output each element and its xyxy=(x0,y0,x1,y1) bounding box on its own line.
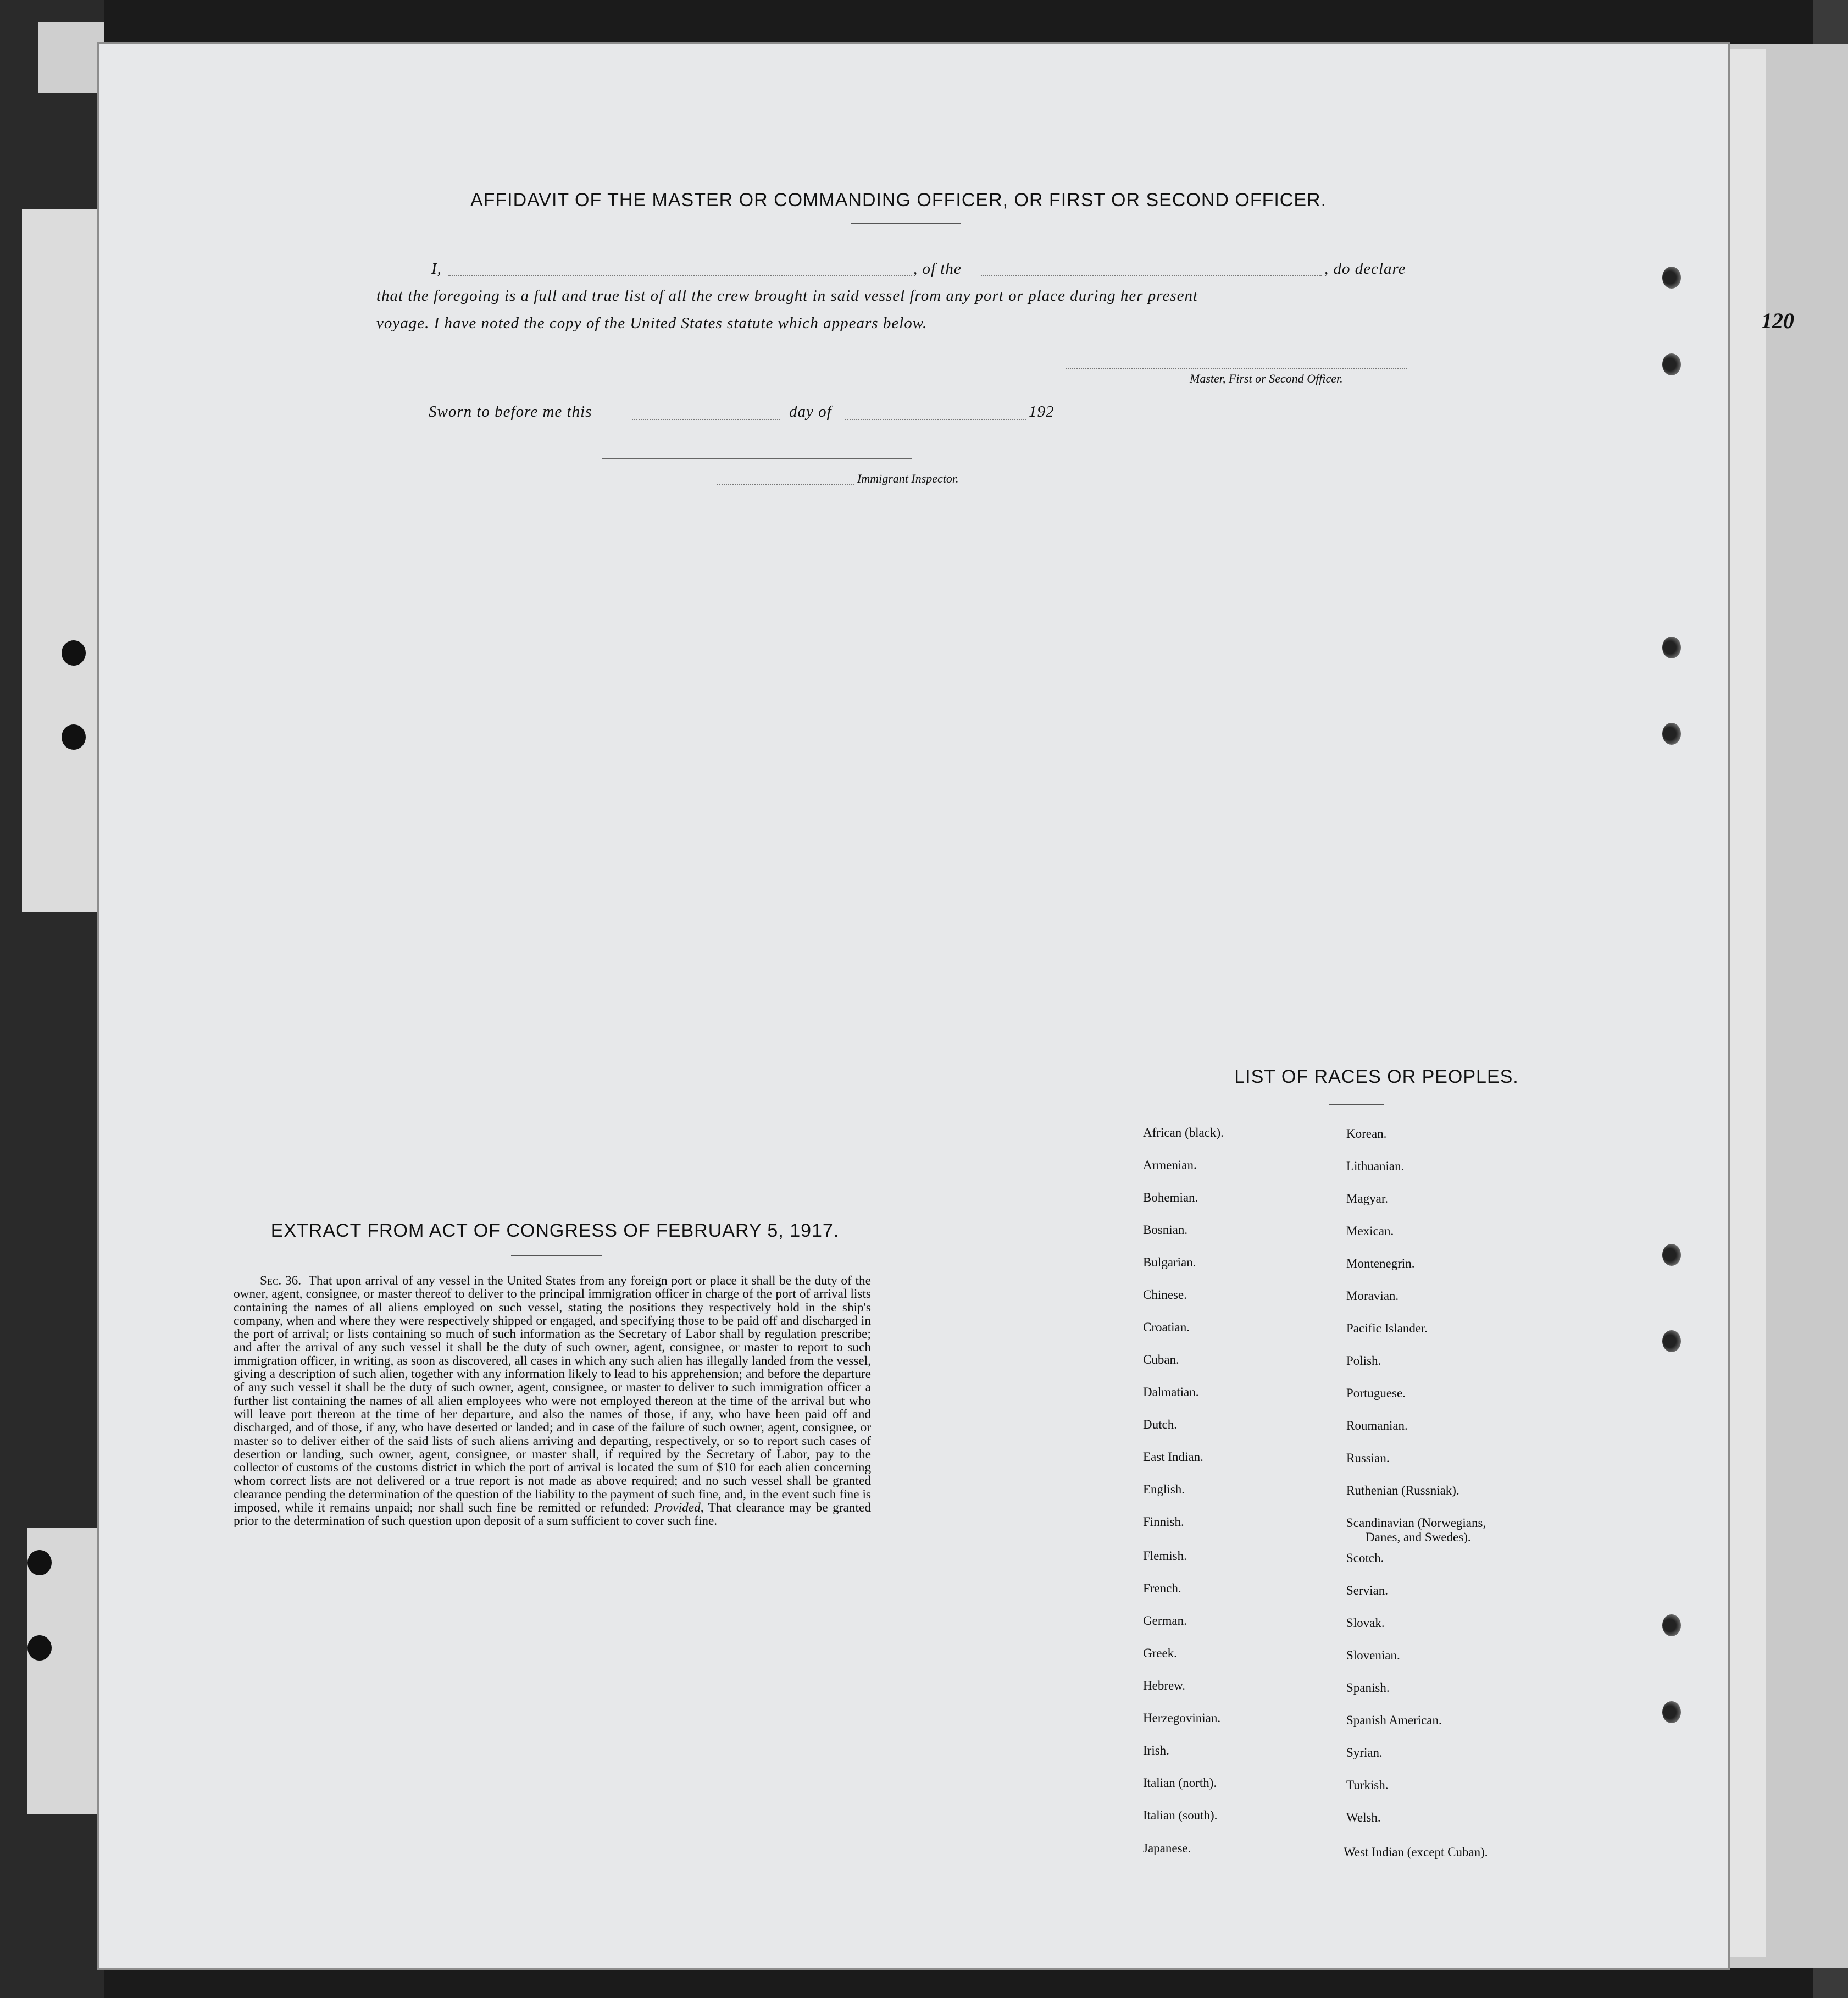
race-left-18: Herzegovinian. xyxy=(1143,1711,1221,1725)
race-left-14: French. xyxy=(1143,1581,1181,1595)
inspector-dotted-line xyxy=(717,484,854,485)
race-right-17: Spanish. xyxy=(1346,1681,1390,1695)
affidavit-i: I, xyxy=(431,260,442,278)
race-left-6: Croatian. xyxy=(1143,1320,1190,1334)
affidavit-line-3: voyage. I have noted the copy of the United States statute which appears below. xyxy=(376,314,928,332)
race-right-15: Slovak. xyxy=(1346,1616,1385,1630)
left-edge-paper xyxy=(22,209,106,912)
title-underline xyxy=(851,223,961,224)
race-left-15: German. xyxy=(1143,1614,1187,1628)
race-right-8: Portuguese. xyxy=(1346,1386,1406,1400)
punch-hole-icon xyxy=(1662,267,1681,289)
day-blank-line xyxy=(632,419,780,420)
races-title-underline xyxy=(1329,1104,1384,1105)
race-right-4: Montenegrin. xyxy=(1346,1257,1415,1270)
race-right-16: Slovenian. xyxy=(1346,1648,1400,1662)
extract-title: EXTRACT FROM ACT OF CONGRESS OF FEBRUARY 5, 1917. xyxy=(270,1220,840,1241)
race-right-20: Turkish. xyxy=(1346,1778,1389,1792)
punch-hole-icon xyxy=(1662,1330,1681,1352)
section-label: Sec. 36. xyxy=(260,1274,302,1288)
binder-hole-icon xyxy=(62,640,86,666)
sworn-text: Sworn to before me this xyxy=(429,403,592,420)
race-left-17: Hebrew. xyxy=(1143,1679,1186,1692)
inspector-caption: Immigrant Inspector. xyxy=(857,472,959,485)
race-right-3: Mexican. xyxy=(1346,1224,1394,1238)
race-left-12: Finnish. xyxy=(1143,1515,1184,1529)
affidavit-title: AFFIDAVIT OF THE MASTER OR COMMANDING OFFICER, OR FIRST OR SECOND OFFICER. xyxy=(470,190,1327,211)
race-right-0: Korean. xyxy=(1346,1127,1387,1141)
race-right-19: Syrian. xyxy=(1346,1746,1383,1759)
punch-hole-icon xyxy=(1662,353,1681,375)
race-left-4: Bulgarian. xyxy=(1143,1255,1196,1269)
affidavit-line-2: that the foregoing is a full and true list of all the crew brought in said vessel from any port or place during her present xyxy=(376,287,1198,305)
race-right-12-cont: Danes, and Swedes). xyxy=(1366,1530,1471,1544)
race-left-0: African (black). xyxy=(1143,1126,1224,1139)
inspector-signature-line xyxy=(602,458,912,459)
year-text: 192 xyxy=(1029,403,1055,420)
race-right-9: Roumanian. xyxy=(1346,1419,1408,1432)
race-left-9: Dutch. xyxy=(1143,1418,1177,1431)
race-left-3: Bosnian. xyxy=(1143,1223,1188,1237)
races-title: LIST OF RACES OR PEOPLES. xyxy=(1234,1066,1519,1087)
extract-body xyxy=(234,1274,871,1528)
race-right-7: Polish. xyxy=(1346,1354,1381,1368)
race-left-10: East Indian. xyxy=(1143,1450,1203,1464)
punch-hole-icon xyxy=(1662,1701,1681,1723)
binder-hole-icon xyxy=(62,724,86,750)
extract-text-part2: That clearance may be granted prior to the determination of such question upon deposit of a sum sufficient to cover such fine. xyxy=(234,1501,871,1529)
race-right-1: Lithuanian. xyxy=(1346,1159,1405,1173)
vessel-blank-line xyxy=(981,275,1322,276)
month-blank-line xyxy=(845,419,1026,420)
binder-hole-icon xyxy=(27,1635,52,1661)
name-blank-line xyxy=(448,275,912,276)
race-right-5: Moravian. xyxy=(1346,1289,1399,1303)
right-edge-sheet xyxy=(1725,49,1766,1957)
race-left-16: Greek. xyxy=(1143,1646,1177,1660)
punch-hole-icon xyxy=(1662,1614,1681,1636)
race-left-11: English. xyxy=(1143,1482,1185,1496)
race-left-20: Italian (north). xyxy=(1143,1776,1217,1790)
race-left-7: Cuban. xyxy=(1143,1353,1179,1366)
race-left-2: Bohemian. xyxy=(1143,1191,1198,1204)
punch-hole-icon xyxy=(1662,723,1681,745)
extract-text-part1: That upon arrival of any vessel in the United States from any foreign port or place it shall be the duty of the owner, agent, consignee, or master thereof to deliver to the principal immigration officer in charge of the port of arrival lists containing the names of all aliens employed on such vessel, stating the positions they respectively hold in the ship's company, when and where they were respectively shipped or engaged, and specifying those to be paid off and discharged in the port of arrival; or lists containing so much of such information as the Secretary of Labor shall by regulation prescribe; and after the arrival of any such vessel it shall be the duty of such owner, agent, consignee, or master to report to such immigration officer, in writing, as soon as discovered, all cases in which any such alien has illegally landed from the vessel, giving a description of such alien, together with any information likely to lead to his apprehension; and before the departure of any such vessel it shall be the duty of such owner, agent, consignee, or master to deliver to such immigration officer a further list containing the names of all alien employees who were not employed thereon at the time of the arrival but who will leave port thereon at the time of her departure, and also the names of those, if any, who have been paid off and discharged, and of those, if any, who have deserted or landed; and in case of the failure of such owner, agent, consignee, or master so to deliver either of the said lists of such aliens arriving and departing, respectively, or so to report such cases of desertion or landing, such owner, agent, consignee, or master shall, if required by the Secretary of Labor, pay to the collector of customs of the customs district in which the port of arrival is located the sum of $10 for each alien concerning whom correct lists are not delivered or a true report is not made as above required; and no such vessel shall be granted clearance pending the determination of the question of the liability to the payment of such fine, and, in the event such fine is imposed, while it remains unpaid; nor shall such fine be remitted or refunded: xyxy=(234,1274,872,1515)
race-right-2: Magyar. xyxy=(1346,1192,1389,1205)
provided-text: Provided, xyxy=(654,1501,704,1515)
day-of-text: day of xyxy=(789,403,832,420)
binder-hole-icon xyxy=(27,1550,52,1575)
document-page xyxy=(99,44,1728,1968)
punch-hole-icon xyxy=(1662,637,1681,658)
master-signature-line xyxy=(1066,368,1407,369)
race-left-8: Dalmatian. xyxy=(1143,1385,1199,1399)
race-right-13: Scotch. xyxy=(1346,1551,1384,1565)
race-right-22: West Indian (except Cuban). xyxy=(1344,1845,1488,1859)
affidavit-declare: , do declare xyxy=(1324,260,1406,278)
race-right-14: Servian. xyxy=(1346,1584,1389,1597)
race-right-11: Ruthenian (Russniak). xyxy=(1346,1484,1459,1497)
race-left-22: Japanese. xyxy=(1143,1841,1191,1855)
race-right-18: Spanish American. xyxy=(1346,1713,1442,1727)
race-right-12: Scandinavian (Norwegians, xyxy=(1346,1516,1486,1530)
race-left-1: Armenian. xyxy=(1143,1158,1197,1172)
race-left-19: Irish. xyxy=(1143,1744,1169,1757)
affidavit-of-the: , of the xyxy=(913,260,962,278)
punch-hole-icon xyxy=(1662,1244,1681,1266)
race-right-21: Welsh. xyxy=(1346,1811,1381,1824)
race-left-13: Flemish. xyxy=(1143,1549,1187,1563)
race-right-6: Pacific Islander. xyxy=(1346,1321,1428,1335)
race-right-10: Russian. xyxy=(1346,1451,1390,1465)
page-number: 120 xyxy=(1761,308,1794,333)
master-caption: Master, First or Second Officer. xyxy=(1190,372,1343,385)
race-left-5: Chinese. xyxy=(1143,1288,1187,1302)
race-left-21: Italian (south). xyxy=(1143,1808,1218,1822)
left-edge-paper-top xyxy=(38,22,104,93)
extract-title-underline xyxy=(511,1255,602,1256)
